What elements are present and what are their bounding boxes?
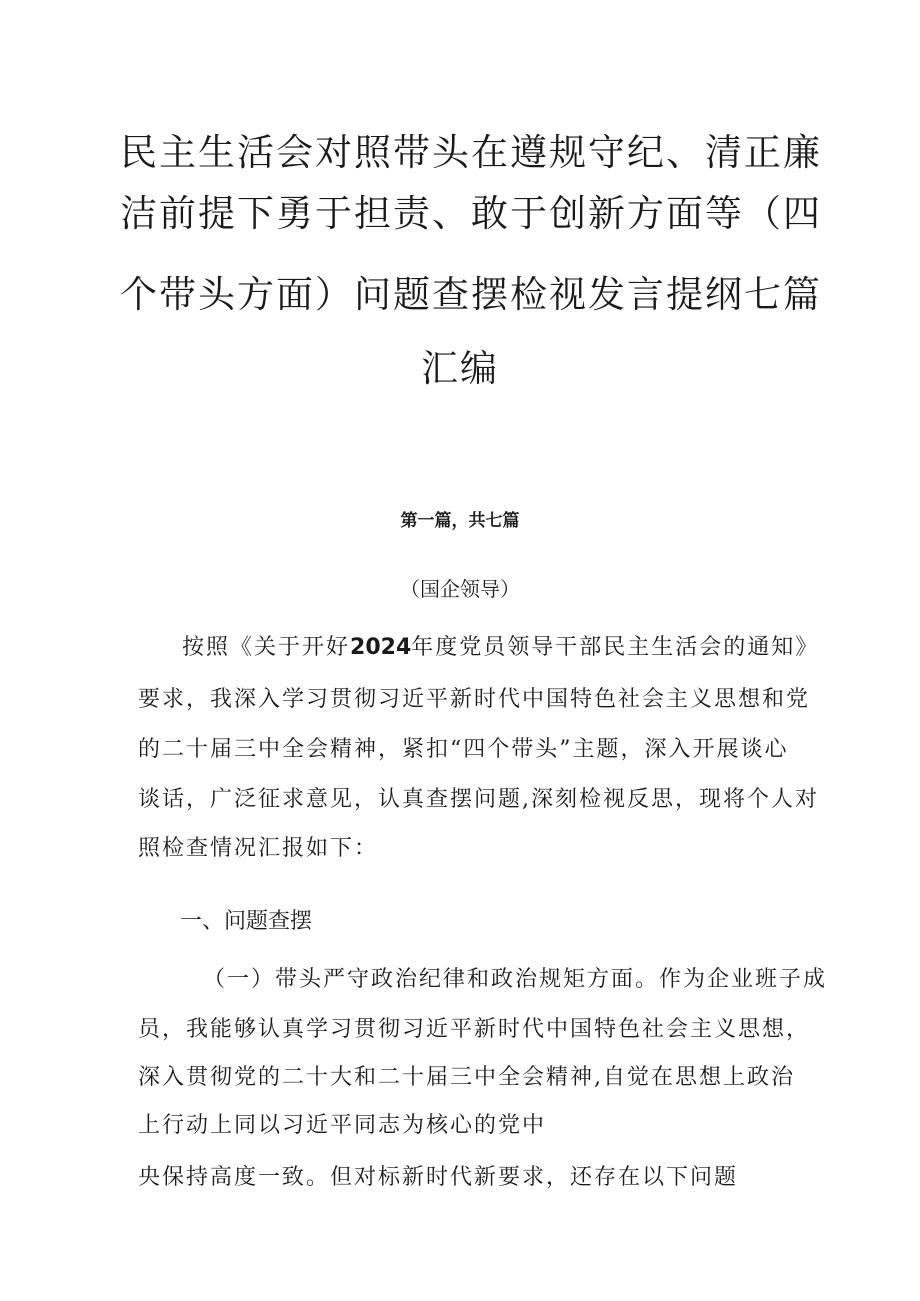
- title-line-3: 个带头方面）问题查摆检视发言提纲七篇: [120, 273, 822, 316]
- intro-line-1-post: 年度党员领导干部民主生活会的通知》: [411, 635, 820, 660]
- author-role: （国企领导）: [400, 577, 520, 601]
- para-line-2: 员，我能够认真学习贯彻习近平新时代中国特色社会主义思想，: [138, 1017, 811, 1042]
- para-line-3: 深入贯彻党的二十大和二十届三中全会精神,自觉在思想上政治: [138, 1065, 795, 1090]
- intro-line-2: 要求，我深入学习贯彻习近平新时代中国特色社会主义思想和党: [138, 687, 811, 712]
- intro-line-5: 照检查情况汇报如下：: [138, 836, 379, 861]
- part-indicator: 第一篇，共七篇: [400, 511, 520, 531]
- intro-line-1: [182, 630, 819, 661]
- intro-line-3: 的二十届三中全会精神，紧扣“四个带头”主题，深入开展谈心: [138, 737, 789, 762]
- intro-line-4: 谈话，广泛征求意见，认真查摆问题,深刻检视反思，现将个人对: [138, 787, 819, 812]
- section-heading: 一、问题查摆: [180, 909, 313, 934]
- intro-line-1-pre: 按照《关于开好: [182, 635, 351, 660]
- intro-year: 2024: [350, 635, 412, 660]
- para-line-1: （一）带头严守政治纪律和政治规矩方面。作为企业班子成: [203, 967, 828, 992]
- para-line-4: 上行动上同以习近平同志为核心的党中: [138, 1113, 547, 1138]
- title-line-4: 汇编: [421, 347, 499, 390]
- title-line-2: 洁前提下勇于担责、敢于创新方面等（四: [120, 192, 822, 235]
- title-line-1: 民主生活会对照带头在遵规守纪、清正廉: [120, 131, 822, 174]
- para-line-5: 央保持高度一致。但对标新时代新要求，还存在以下问题: [138, 1165, 739, 1190]
